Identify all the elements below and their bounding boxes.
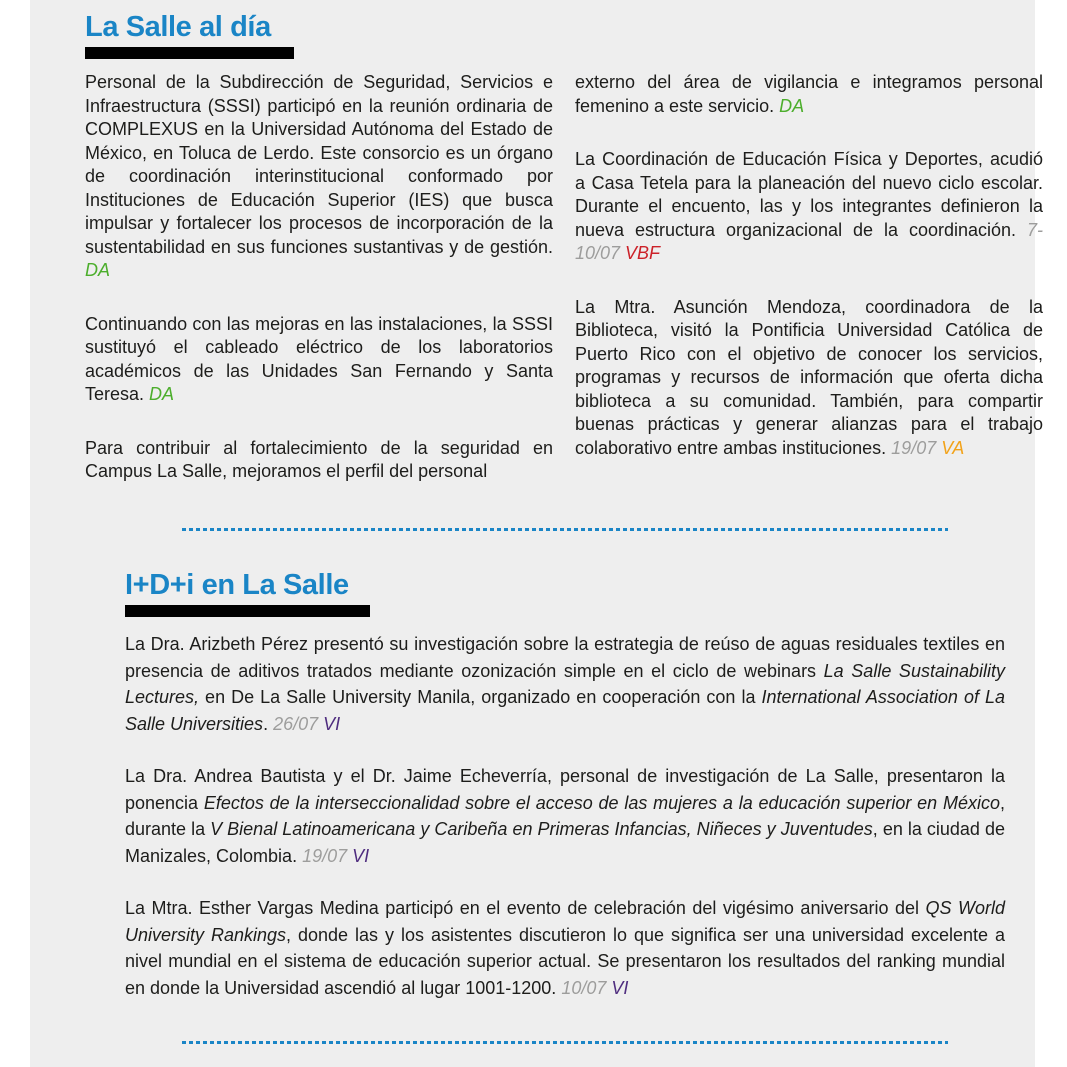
title-underline-bar [125, 605, 370, 617]
paragraph-text: . [263, 713, 274, 734]
news-column-left [85, 71, 553, 514]
italic-title: La Salle Sustainability Lectures, [125, 660, 1005, 707]
date-stamp: 19/07 [302, 845, 353, 866]
paragraph-text: Continuando con las mejoras en las instalaciones, la SSSI sustituyó el cableado eléctrico de los laboratorios académicos de las Unidades San Fernando y Santa Teresa. [85, 313, 553, 404]
title-underline-bar [85, 47, 294, 59]
paragraph-text: externo del área de vigilancia e integramos personal femenino a este servicio. [575, 72, 1043, 116]
idi-paragraphs [125, 631, 1005, 1027]
author-tag: DA [779, 95, 805, 116]
date-stamp: 19/07 [891, 437, 942, 458]
author-tag: DA [85, 260, 111, 280]
section-title-idi-en-la-salle: I+D+i en La Salle [125, 569, 349, 601]
italic-title: Efectos de la interseccionalidad sobre el acceso de las mujeres a la educación superior en México [203, 792, 1000, 813]
section-heading-news [85, 12, 294, 59]
paragraph-text: en De La Salle University Manila, organizado en cooperación con la [199, 687, 762, 707]
news-column-right [575, 71, 1043, 514]
author-tag: VI [323, 713, 341, 734]
paragraph-text: , en la ciudad de Manizales, Colombia. [125, 819, 1005, 866]
news-paragraph [85, 71, 553, 283]
section-title-la-salle-al-dia: La Salle al día [85, 11, 271, 43]
paragraph-text: Para contribuir al fortalecimiento de la seguridad en Campus La Salle, mejoramos el perfil del personal [85, 437, 553, 481]
author-tag: VBF [625, 243, 661, 263]
italic-title: International Association of La Salle Universities [125, 687, 1005, 734]
paragraph-text: La Mtra. Asunción Mendoza, coordinadora de la Biblioteca, visitó la Pontificia Universidad Católica de Puerto Rico con el objetivo de conocer los servicios, programas y recursos de información que oferta dicha biblioteca a su comunidad. También, para compartir buenas prácticas y generar alianzas para el trabajo colaborativo entre ambas instituciones. [575, 296, 1043, 458]
date-stamp: 26/07 [273, 713, 324, 734]
paragraph-text: Personal de la Subdirección de Seguridad, Servicios e Infraestructura (SSSI) participó en la reunión ordinaria de COMPLEXUS en la Universidad Autónoma del Estado de México, en Toluca de Lerdo. Este consorcio es un órgano de coordinación interinstitucional conformado por Instituciones de Educación Superior (IES) que busca impulsar y fortalecer los procesos de incorporación de la sustentabilidad en sus funciones sustantivas y de gestión. [85, 72, 553, 257]
news-paragraph [575, 148, 1043, 266]
section-heading-idi [125, 570, 370, 617]
section-divider [182, 528, 948, 531]
news-columns [85, 71, 1043, 514]
author-tag: VA [941, 437, 965, 458]
news-paragraph [125, 631, 1005, 737]
date-stamp: 7-10/07 [575, 219, 1043, 263]
paragraph-text: La Coordinación de Educación Física y Deportes, acudió a Casa Tetela para la planeación del nuevo ciclo escolar. Durante el encuento, las y los integrantes definieron la nueva estructura organizacional de la coordinación. [575, 149, 1043, 240]
author-tag: DA [149, 384, 175, 404]
author-tag: VI [611, 977, 629, 998]
paragraph-text: La Dra. Arizbeth Pérez presentó su investigación sobre la estrategia de reúso de aguas residuales textiles en presencia de aditivos tratados mediante ozonización simple en el ciclo de webinars [125, 634, 1005, 681]
paragraph-text: , donde las y los asistentes discutieron lo que significa ser una universidad excelente a nivel mundial en el sistema de educación superior actual. Se presentaron los resultados del ranking mundial en donde la Universidad ascendió al lugar 1001-1200. [125, 924, 1005, 998]
news-paragraph [575, 71, 1043, 118]
paragraph-text: La Dra. Andrea Bautista y el Dr. Jaime Echeverría, personal de investigación de La Salle, presentaron la ponencia [125, 766, 1005, 813]
news-paragraph [85, 437, 553, 484]
paragraph-text: La Mtra. Esther Vargas Medina participó en el evento de celebración del vigésimo aniversario del [125, 898, 926, 918]
news-paragraph [125, 763, 1005, 869]
italic-title: QS World University Rankings [125, 898, 1005, 945]
news-paragraph [85, 313, 553, 407]
news-paragraph [125, 895, 1005, 1001]
paragraph-text: , durante la [125, 792, 1005, 839]
date-stamp: 10/07 [561, 977, 612, 998]
italic-title: V Bienal Latinoamericana y Caribeña en Primeras Infancias, Niñeces y Juventudes [210, 819, 873, 839]
author-tag: VI [352, 845, 370, 866]
news-paragraph [575, 296, 1043, 461]
bottom-divider [182, 1041, 948, 1044]
content-area [30, 0, 1043, 1067]
